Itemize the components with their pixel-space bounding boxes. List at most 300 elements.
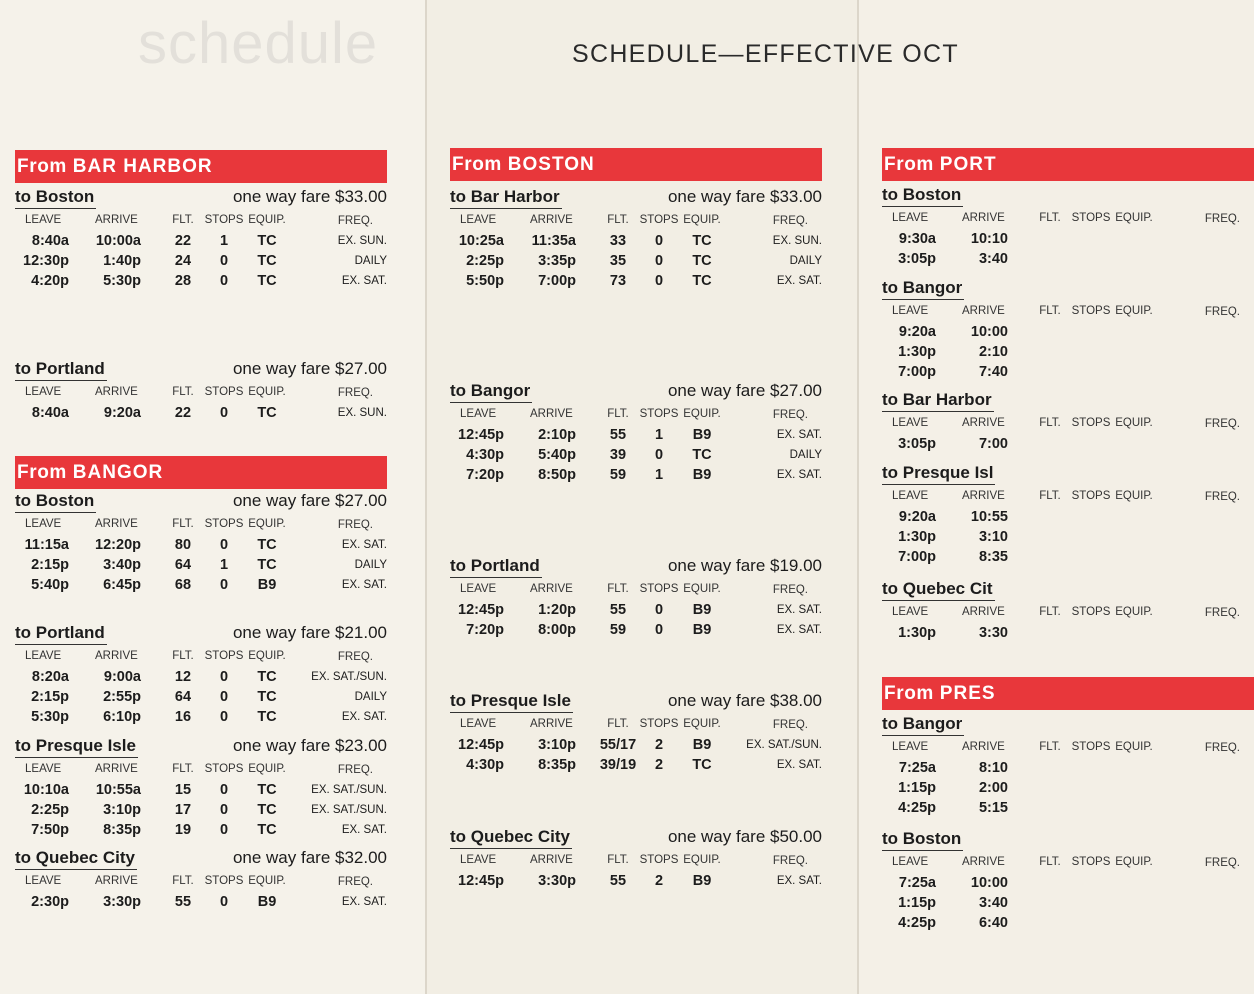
flight-row xyxy=(882,912,1254,932)
flight-stops: 0 xyxy=(219,709,229,725)
flight-freq: EX. SAT. xyxy=(776,469,822,481)
label-stops: STOPS xyxy=(1071,490,1111,502)
label-equip: EQUIP. xyxy=(248,763,286,775)
flight-leave: 2:25p xyxy=(31,802,69,818)
flight-equip: B9 xyxy=(692,602,712,618)
label-arrive: ARRIVE xyxy=(962,856,1005,868)
schedule-section xyxy=(882,677,1254,931)
flight-arrive: 2:10p xyxy=(538,427,576,443)
label-freq: FREQ. xyxy=(337,215,373,227)
label-flt: FLT. xyxy=(607,718,629,730)
route-fare: one way fare $50.00 xyxy=(667,827,822,846)
header-origin-city: PRES xyxy=(939,683,996,704)
flight-row xyxy=(882,546,1254,566)
flight-stops: 0 xyxy=(219,894,229,910)
flight-leave: 7:00p xyxy=(898,549,936,565)
label-leave: LEAVE xyxy=(460,854,497,866)
flight-leave: 4:25p xyxy=(898,800,936,816)
flight-flt: 59 xyxy=(609,467,627,483)
label-arrive: ARRIVE xyxy=(95,214,138,226)
flight-leave: 4:30p xyxy=(466,447,504,463)
flight-row xyxy=(15,891,387,911)
label-leave: LEAVE xyxy=(25,650,62,662)
route-header xyxy=(882,578,1254,602)
flight-freq: DAILY xyxy=(354,691,387,703)
label-freq: FREQ. xyxy=(1204,607,1240,619)
flight-flt: 19 xyxy=(174,822,192,838)
flight-row xyxy=(15,270,387,290)
column-labels xyxy=(882,413,1254,433)
flight-freq: EX. SAT. xyxy=(341,711,387,723)
flight-leave: 4:20p xyxy=(31,273,69,289)
route-fare: one way fare $19.00 xyxy=(667,556,822,575)
flight-equip: B9 xyxy=(692,427,712,443)
flight-row xyxy=(15,534,387,554)
flight-leave: 12:45p xyxy=(458,602,504,618)
flight-equip: TC xyxy=(257,537,277,553)
ghost-watermark: schedule xyxy=(138,11,379,76)
route-destination: to Portland xyxy=(15,358,107,381)
label-arrive: ARRIVE xyxy=(95,763,138,775)
route-block xyxy=(450,555,822,639)
schedule-section xyxy=(15,456,387,910)
label-stops: STOPS xyxy=(1071,606,1111,618)
label-freq: FREQ. xyxy=(337,651,373,663)
flight-arrive: 2:10 xyxy=(978,344,1008,360)
label-leave: LEAVE xyxy=(25,518,62,530)
route-block xyxy=(15,490,387,594)
label-equip: EQUIP. xyxy=(248,650,286,662)
flight-freq: EX. SAT. xyxy=(341,275,387,287)
flight-leave: 4:25p xyxy=(898,915,936,931)
flight-stops: 0 xyxy=(654,273,664,289)
route-header xyxy=(450,826,822,850)
flight-arrive: 3:40 xyxy=(978,251,1008,267)
label-equip: EQUIP. xyxy=(683,583,721,595)
label-freq: FREQ. xyxy=(1204,491,1240,503)
label-freq: FREQ. xyxy=(1204,418,1240,430)
label-equip: EQUIP. xyxy=(1115,305,1153,317)
flight-row xyxy=(882,757,1254,777)
flight-flt: 73 xyxy=(609,273,627,289)
flight-flt: 17 xyxy=(174,802,192,818)
flight-leave: 7:25a xyxy=(898,875,936,891)
label-flt: FLT. xyxy=(172,763,194,775)
route-destination: to Presque Isle xyxy=(15,735,138,758)
flight-leave: 1:15p xyxy=(898,780,936,796)
label-flt: FLT. xyxy=(172,875,194,887)
flight-arrive: 3:40 xyxy=(978,895,1008,911)
label-stops: STOPS xyxy=(204,875,244,887)
label-arrive: ARRIVE xyxy=(962,741,1005,753)
route-block xyxy=(450,380,822,484)
column-labels xyxy=(15,210,387,230)
flight-row xyxy=(450,599,822,619)
schedule-section xyxy=(882,148,1254,641)
route-block xyxy=(15,358,387,422)
label-equip: EQUIP. xyxy=(683,854,721,866)
label-arrive: ARRIVE xyxy=(530,214,573,226)
flight-leave: 3:05p xyxy=(898,436,936,452)
flight-arrive: 3:30 xyxy=(978,625,1008,641)
flight-arrive: 7:00 xyxy=(978,436,1008,452)
flight-row xyxy=(450,754,822,774)
flight-flt: 55 xyxy=(609,873,627,889)
flight-flt: 12 xyxy=(174,669,192,685)
label-equip: EQUIP. xyxy=(248,518,286,530)
route-destination: to Bar Harbor xyxy=(450,186,562,209)
flight-leave: 7:50p xyxy=(31,822,69,838)
flight-leave: 9:30a xyxy=(898,231,936,247)
route-header xyxy=(15,735,387,759)
flight-stops: 2 xyxy=(654,873,664,889)
column-labels xyxy=(882,737,1254,757)
flight-leave: 12:30p xyxy=(23,253,69,269)
label-leave: LEAVE xyxy=(25,386,62,398)
flight-arrive: 8:35p xyxy=(103,822,141,838)
flight-equip: B9 xyxy=(692,737,712,753)
flight-freq: DAILY xyxy=(354,559,387,571)
label-freq: FREQ. xyxy=(1204,306,1240,318)
flight-arrive: 8:00p xyxy=(538,622,576,638)
label-flt: FLT. xyxy=(172,386,194,398)
flight-arrive: 12:20p xyxy=(95,537,141,553)
column-labels xyxy=(15,382,387,402)
flight-freq: DAILY xyxy=(354,255,387,267)
header-from-label: From xyxy=(884,154,934,175)
column-labels xyxy=(450,404,822,424)
flight-arrive: 3:10p xyxy=(538,737,576,753)
flight-equip: TC xyxy=(692,273,712,289)
label-leave: LEAVE xyxy=(892,490,929,502)
flight-freq: EX. SAT. xyxy=(341,539,387,551)
label-stops: STOPS xyxy=(1071,417,1111,429)
route-block xyxy=(450,186,822,290)
flight-leave: 7:25a xyxy=(898,760,936,776)
flight-row xyxy=(450,230,822,250)
route-fare: one way fare $21.00 xyxy=(232,623,387,642)
label-freq: FREQ. xyxy=(337,764,373,776)
flight-stops: 0 xyxy=(219,273,229,289)
route-block xyxy=(450,826,822,890)
flight-equip: B9 xyxy=(257,577,277,593)
route-block xyxy=(15,622,387,726)
column-labels xyxy=(15,759,387,779)
route-block xyxy=(882,462,1254,566)
flight-arrive: 5:15 xyxy=(978,800,1008,816)
route-destination: to Boston xyxy=(882,184,963,207)
route-header xyxy=(15,358,387,382)
flight-freq: EX. SAT./SUN. xyxy=(311,784,387,796)
label-flt: FLT. xyxy=(172,650,194,662)
flight-equip: TC xyxy=(692,447,712,463)
label-stops: STOPS xyxy=(1071,856,1111,868)
label-stops: STOPS xyxy=(204,650,244,662)
flight-stops: 0 xyxy=(654,253,664,269)
flight-arrive: 10:55 xyxy=(970,509,1008,525)
label-stops: STOPS xyxy=(1071,305,1111,317)
flight-leave: 7:20p xyxy=(466,622,504,638)
label-equip: EQUIP. xyxy=(248,875,286,887)
label-arrive: ARRIVE xyxy=(95,875,138,887)
flight-equip: B9 xyxy=(257,894,277,910)
flight-equip: TC xyxy=(257,709,277,725)
flight-freq: EX. SAT. xyxy=(341,824,387,836)
route-header xyxy=(450,555,822,579)
flight-equip: TC xyxy=(257,822,277,838)
flight-arrive: 10:00 xyxy=(970,875,1008,891)
label-stops: STOPS xyxy=(639,854,679,866)
flight-leave: 8:40a xyxy=(31,233,69,249)
flight-row xyxy=(882,321,1254,341)
label-equip: EQUIP. xyxy=(1115,856,1153,868)
flight-stops: 0 xyxy=(219,253,229,269)
label-freq: FREQ. xyxy=(772,215,808,227)
flight-leave: 8:40a xyxy=(31,405,69,421)
page-title: SCHEDULE—EFFECTIVE OCT xyxy=(572,40,959,68)
label-equip: EQUIP. xyxy=(1115,741,1153,753)
flight-row xyxy=(450,424,822,444)
route-header xyxy=(882,713,1254,737)
flight-row xyxy=(450,734,822,754)
flight-stops: 0 xyxy=(654,447,664,463)
flight-stops: 0 xyxy=(219,689,229,705)
label-stops: STOPS xyxy=(204,386,244,398)
route-fare: one way fare $23.00 xyxy=(232,736,387,755)
route-header xyxy=(882,277,1254,301)
label-leave: LEAVE xyxy=(460,583,497,595)
label-freq: FREQ. xyxy=(337,876,373,888)
flight-leave: 1:30p xyxy=(898,344,936,360)
flight-row xyxy=(450,270,822,290)
label-freq: FREQ. xyxy=(337,387,373,399)
flight-arrive: 10:00 xyxy=(970,324,1008,340)
flight-row xyxy=(15,554,387,574)
flight-arrive: 3:10p xyxy=(103,802,141,818)
label-leave: LEAVE xyxy=(25,763,62,775)
flight-equip: TC xyxy=(692,757,712,773)
label-equip: EQUIP. xyxy=(1115,212,1153,224)
label-freq: FREQ. xyxy=(1204,213,1240,225)
flight-row xyxy=(882,228,1254,248)
flight-flt: 28 xyxy=(174,273,192,289)
flight-stops: 0 xyxy=(219,782,229,798)
flight-stops: 0 xyxy=(654,622,664,638)
flight-leave: 1:15p xyxy=(898,895,936,911)
flight-flt: 22 xyxy=(174,405,192,421)
column-labels xyxy=(450,714,822,734)
flight-stops: 0 xyxy=(654,602,664,618)
flight-leave: 5:50p xyxy=(466,273,504,289)
label-leave: LEAVE xyxy=(892,741,929,753)
flight-leave: 12:45p xyxy=(458,873,504,889)
flight-flt: 55/17 xyxy=(599,737,637,753)
flight-arrive: 2:00 xyxy=(978,780,1008,796)
flight-arrive: 5:40p xyxy=(538,447,576,463)
route-header xyxy=(450,380,822,404)
label-stops: STOPS xyxy=(204,214,244,226)
label-arrive: ARRIVE xyxy=(962,212,1005,224)
column-labels xyxy=(882,301,1254,321)
flight-arrive: 8:35 xyxy=(978,549,1008,565)
flight-stops: 1 xyxy=(654,467,664,483)
flight-arrive: 3:30p xyxy=(538,873,576,889)
flight-equip: TC xyxy=(257,689,277,705)
route-destination: to Boston xyxy=(882,828,963,851)
flight-row xyxy=(882,892,1254,912)
flight-arrive: 10:00a xyxy=(95,233,141,249)
flight-freq: EX. SAT. xyxy=(776,275,822,287)
flight-row xyxy=(882,248,1254,268)
label-arrive: ARRIVE xyxy=(962,305,1005,317)
flight-leave: 4:30p xyxy=(466,757,504,773)
flight-arrive: 1:20p xyxy=(538,602,576,618)
flight-flt: 55 xyxy=(174,894,192,910)
flight-row xyxy=(882,506,1254,526)
flight-freq: EX. SAT. xyxy=(776,759,822,771)
column-labels xyxy=(15,514,387,534)
flight-row xyxy=(450,464,822,484)
route-fare: one way fare $38.00 xyxy=(667,691,822,710)
route-destination: to Bangor xyxy=(882,277,964,300)
label-arrive: ARRIVE xyxy=(530,583,573,595)
flight-stops: 1 xyxy=(654,427,664,443)
fold-line xyxy=(857,0,859,994)
column-labels xyxy=(450,210,822,230)
route-header xyxy=(15,186,387,210)
flight-row xyxy=(15,706,387,726)
flight-row xyxy=(882,361,1254,381)
flight-flt: 68 xyxy=(174,577,192,593)
route-block xyxy=(450,690,822,774)
route-header xyxy=(882,389,1254,413)
flight-equip: TC xyxy=(257,669,277,685)
label-freq: FREQ. xyxy=(1204,857,1240,869)
label-arrive: ARRIVE xyxy=(530,718,573,730)
header-origin-city: PORT xyxy=(939,154,997,175)
flight-leave: 1:30p xyxy=(898,625,936,641)
route-block xyxy=(882,277,1254,381)
label-flt: FLT. xyxy=(607,854,629,866)
route-fare: one way fare $27.00 xyxy=(232,359,387,378)
column-labels xyxy=(882,852,1254,872)
route-header xyxy=(15,847,387,871)
route-block xyxy=(882,578,1254,642)
flight-leave: 12:45p xyxy=(458,427,504,443)
label-freq: FREQ. xyxy=(772,719,808,731)
flight-row xyxy=(882,622,1254,642)
header-from-label: From xyxy=(884,683,934,704)
flight-leave: 2:30p xyxy=(31,894,69,910)
label-leave: LEAVE xyxy=(25,214,62,226)
flight-leave: 5:30p xyxy=(31,709,69,725)
section-header xyxy=(882,148,1254,181)
label-arrive: ARRIVE xyxy=(95,386,138,398)
label-flt: FLT. xyxy=(1039,856,1061,868)
label-equip: EQUIP. xyxy=(248,386,286,398)
route-destination: to Quebec City xyxy=(15,847,137,870)
label-freq: FREQ. xyxy=(772,409,808,421)
label-flt: FLT. xyxy=(1039,212,1061,224)
flight-row xyxy=(882,872,1254,892)
flight-arrive: 10:55a xyxy=(95,782,141,798)
route-header xyxy=(450,186,822,210)
flight-row xyxy=(882,526,1254,546)
flight-arrive: 6:45p xyxy=(103,577,141,593)
flight-equip: TC xyxy=(257,405,277,421)
flight-equip: TC xyxy=(692,233,712,249)
flight-row xyxy=(15,574,387,594)
flight-freq: EX. SAT. xyxy=(776,429,822,441)
route-fare: one way fare $27.00 xyxy=(232,491,387,510)
flight-row xyxy=(15,779,387,799)
label-stops: STOPS xyxy=(639,583,679,595)
flight-arrive: 10:10 xyxy=(970,231,1008,247)
flight-flt: 15 xyxy=(174,782,192,798)
flight-row xyxy=(882,797,1254,817)
flight-row xyxy=(450,444,822,464)
flight-freq: EX. SAT. xyxy=(776,604,822,616)
label-flt: FLT. xyxy=(607,408,629,420)
flight-stops: 0 xyxy=(219,537,229,553)
route-destination: to Bangor xyxy=(450,380,532,403)
flight-flt: 39 xyxy=(609,447,627,463)
column-labels xyxy=(15,646,387,666)
flight-arrive: 3:35p xyxy=(538,253,576,269)
flight-freq: EX. SAT. xyxy=(341,579,387,591)
route-block xyxy=(15,847,387,911)
flight-freq: DAILY xyxy=(789,255,822,267)
flight-row xyxy=(15,402,387,422)
route-destination: to Bangor xyxy=(882,713,964,736)
route-block xyxy=(882,713,1254,817)
flight-arrive: 5:30p xyxy=(103,273,141,289)
route-destination: to Presque Isle xyxy=(450,690,573,713)
flight-row xyxy=(882,341,1254,361)
label-flt: FLT. xyxy=(1039,741,1061,753)
flight-arrive: 9:20a xyxy=(103,405,141,421)
route-block xyxy=(882,828,1254,932)
flight-flt: 16 xyxy=(174,709,192,725)
label-arrive: ARRIVE xyxy=(962,417,1005,429)
flight-arrive: 7:00p xyxy=(538,273,576,289)
flight-equip: B9 xyxy=(692,873,712,889)
flight-leave: 9:20a xyxy=(898,509,936,525)
label-freq: FREQ. xyxy=(337,519,373,531)
flight-leave: 3:05p xyxy=(898,251,936,267)
label-equip: EQUIP. xyxy=(1115,417,1153,429)
flight-arrive: 3:30p xyxy=(103,894,141,910)
label-equip: EQUIP. xyxy=(1115,606,1153,618)
header-origin-city: BANGOR xyxy=(72,462,164,483)
header-from-label: From xyxy=(17,156,67,177)
fold-line xyxy=(425,0,427,994)
flight-stops: 1 xyxy=(219,557,229,573)
label-leave: LEAVE xyxy=(892,417,929,429)
flight-flt: 64 xyxy=(174,689,192,705)
label-stops: STOPS xyxy=(639,214,679,226)
flight-equip: B9 xyxy=(692,622,712,638)
flight-freq: EX. SUN. xyxy=(337,407,387,419)
flight-row xyxy=(15,666,387,686)
flight-arrive: 6:10p xyxy=(103,709,141,725)
label-leave: LEAVE xyxy=(460,408,497,420)
flight-arrive: 3:10 xyxy=(978,529,1008,545)
column-labels xyxy=(450,579,822,599)
flight-arrive: 8:50p xyxy=(538,467,576,483)
label-leave: LEAVE xyxy=(892,856,929,868)
route-fare: one way fare $32.00 xyxy=(232,848,387,867)
